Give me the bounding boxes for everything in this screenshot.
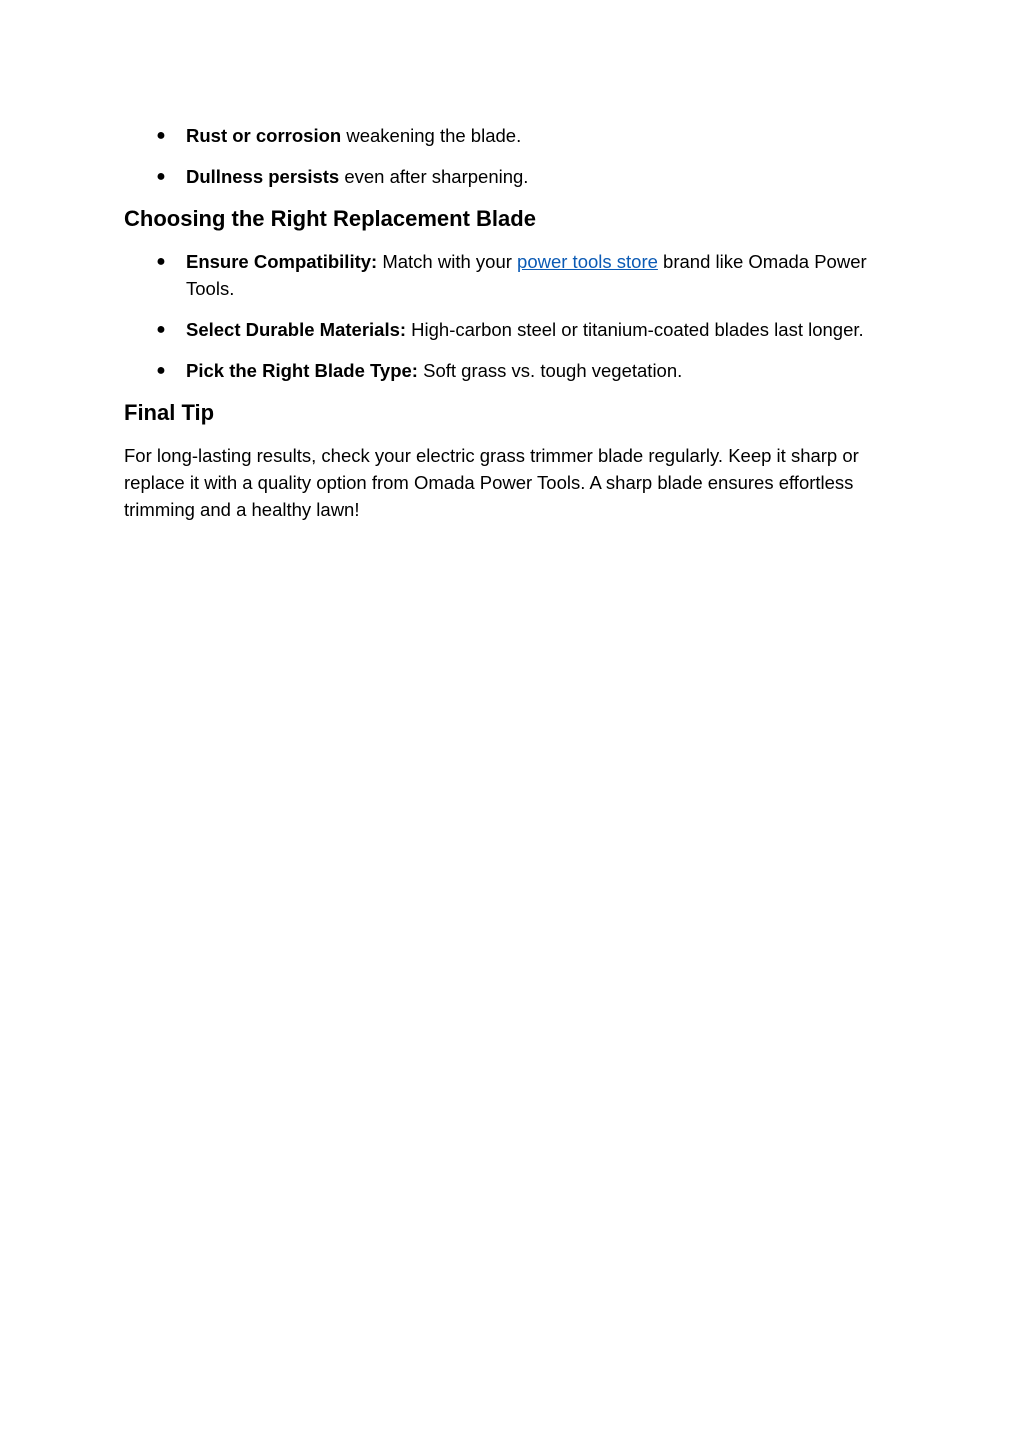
list-item bbox=[156, 357, 884, 384]
item-text: weakening the blade. bbox=[341, 125, 522, 146]
bullet-icon: ● bbox=[156, 168, 166, 185]
item-bold-label: Select Durable Materials: bbox=[186, 319, 407, 340]
document-page bbox=[124, 122, 884, 523]
final-tip-paragraph: For long-lasting results, check your electric grass trimmer blade regularly. Keep it sharp or replace it with a quality option from Omada Power Tools. A sharp blade ensures effortless trimming and a healthy lawn! bbox=[124, 445, 859, 520]
item-bold-label: Ensure Compatibility: bbox=[186, 251, 378, 272]
item-text: Soft grass vs. tough vegetation. bbox=[417, 360, 683, 381]
power-tools-store-link[interactable]: power tools store bbox=[517, 251, 658, 272]
item-text: brand like Omada Power Tools. bbox=[186, 251, 867, 299]
bullet-icon: ● bbox=[156, 321, 166, 338]
item-bold-label: Pick the Right Blade Type: bbox=[186, 360, 418, 381]
bullet-icon: ● bbox=[156, 362, 166, 379]
item-bold-label: Dullness persists bbox=[186, 166, 340, 187]
item-text: even after sharpening. bbox=[339, 166, 529, 187]
list-item bbox=[156, 316, 884, 343]
list-item bbox=[156, 248, 884, 302]
section-heading-final-tip: Final Tip bbox=[124, 400, 215, 425]
section-heading-replacement: Choosing the Right Replacement Blade bbox=[124, 206, 536, 231]
replacement-list bbox=[124, 248, 884, 384]
item-text: High-carbon steel or titanium-coated blades last longer. bbox=[406, 319, 864, 340]
bullet-icon: ● bbox=[156, 127, 166, 144]
list-item bbox=[156, 163, 884, 190]
bullet-icon: ● bbox=[156, 253, 166, 270]
list-item bbox=[156, 122, 884, 149]
item-bold-label: Rust or corrosion bbox=[186, 125, 342, 146]
issues-list bbox=[124, 122, 884, 190]
item-text: Match with your bbox=[377, 251, 518, 272]
